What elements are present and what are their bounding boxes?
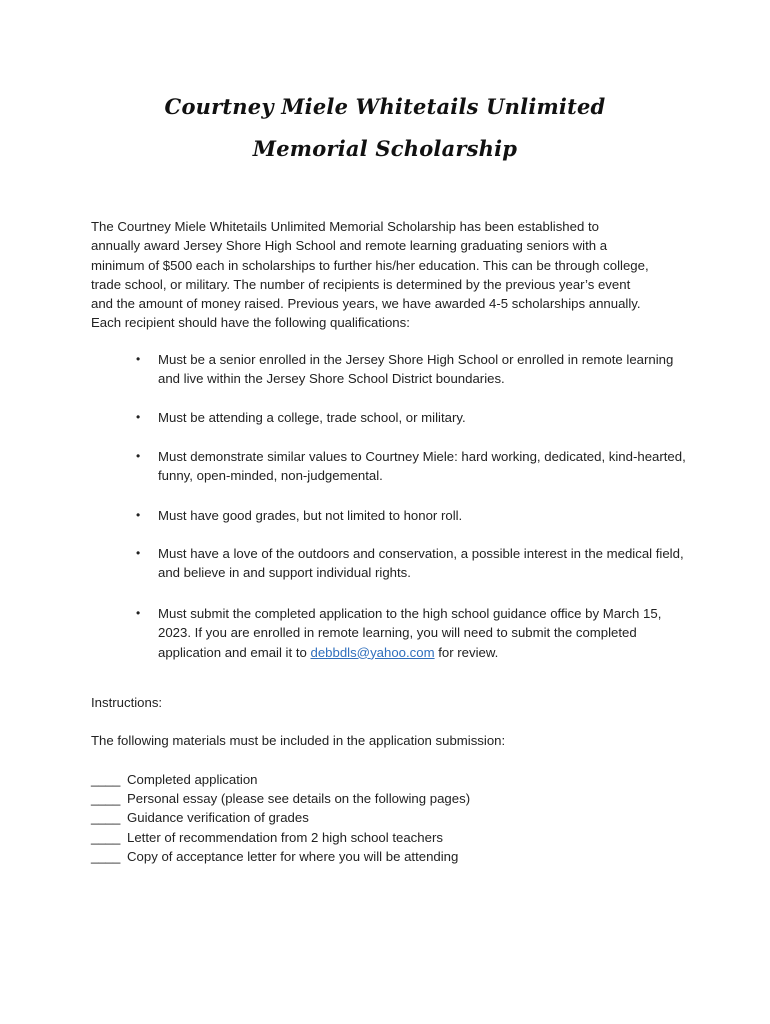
qualification-text: Must be attending a college, trade school, or military. [158,410,466,425]
materials-checklist [91,770,470,866]
checklist-text: Personal essay (please see details on the following pages) [127,791,471,807]
bullet-icon: • [136,449,141,463]
qualification-text: Must demonstrate similar values to Courtney Miele: hard working, dedicated, kind-hearted, funny, open-minded, non-judgemental. [158,449,686,484]
checklist-text: Letter of recommendation from 2 high school teachers [127,829,443,845]
qualification-text-before-email: Must submit the completed application to the high school guidance office by March 15, 2023. If you are enrolled in remote learning, you will need to submit the completed application and email it to [158,606,662,660]
checklist-item [91,770,470,789]
bullet-icon: • [136,606,141,620]
qualification-item [131,544,691,604]
checklist-blank: ____ [91,829,121,845]
qualification-item [131,506,691,544]
checklist-text: Completed application [127,772,258,787]
bullet-icon: • [136,508,141,522]
instructions-heading: Instructions: [91,695,163,710]
qualification-text: Must be a senior enrolled in the Jersey Shore High School or enrolled in remote learning and live within the Jersey Shore School District boundaries. [158,352,674,387]
qualification-item [131,447,691,506]
checklist-item [91,789,470,808]
qualification-item [131,408,691,447]
checklist-item [91,847,470,866]
bullet-icon: • [136,352,141,366]
qualification-text-after-email: for review. [434,644,499,660]
title-line-1: Courtney Miele Whitetails Unlimited [164,94,606,119]
checklist-text: Copy of acceptance letter for where you will be attending [127,848,459,864]
checklist-text: Guidance verification of grades [127,810,309,826]
title-line-2: Memorial Scholarship [252,136,518,161]
bullet-icon: • [136,546,141,560]
checklist-item [91,828,470,847]
materials-heading: The following materials must be included in the application submission: [91,733,506,748]
checklist-item [91,808,470,827]
checklist-blank: ____ [91,791,121,807]
checklist-blank: ____ [91,772,121,787]
bullet-icon: • [136,410,141,424]
qualification-text: Must have good grades, but not limited to honor roll. [158,508,463,523]
qualification-item [131,350,691,408]
qualification-text: Must have a love of the outdoors and conservation, a possible interest in the medical field, and believe in and support individual rights. [158,546,684,581]
checklist-blank: ____ [91,848,121,864]
checklist-blank: ____ [91,810,121,826]
qualification-item [131,604,691,664]
intro-paragraph: The Courtney Miele Whitetails Unlimited Memorial Scholarship has been established to annually award Jersey Shore High School and remote learning graduating seniors with a minimum of $500 each in scholarships to further his/her education. This can be through college, trade school, or military. The number of recipients is determined by the previous year’s event and the amount of money raised. Previous years, we have awarded 4-5 scholarships annually. Each recipient should have the following qualifications: [91,219,649,331]
qualifications-list [131,350,691,664]
email-link[interactable]: debbdls@yahoo.com [310,644,435,660]
qualification-text [158,606,661,660]
